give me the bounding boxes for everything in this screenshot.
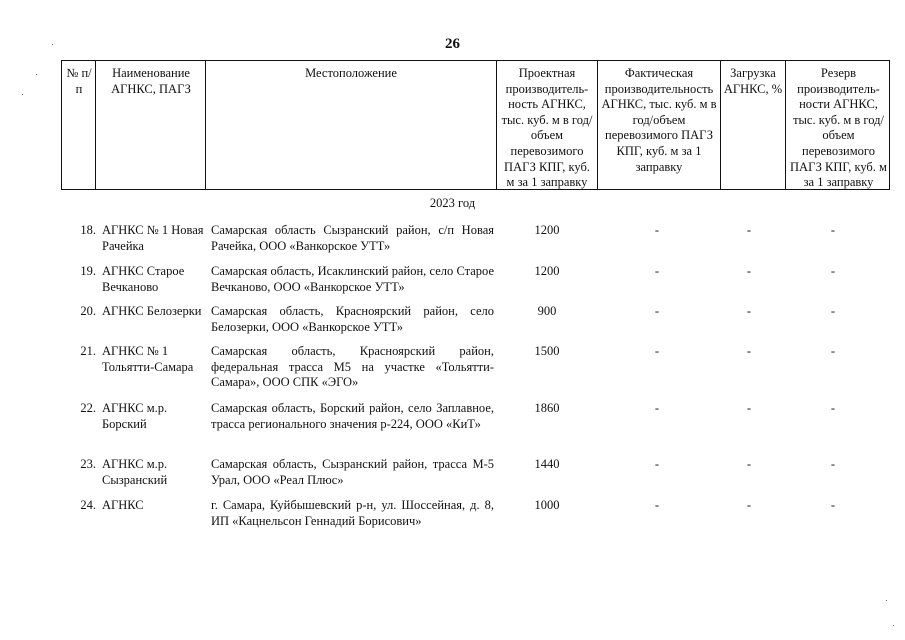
row-number: 24. (80, 498, 96, 512)
station-name: АГНКС Старое Вечканово (102, 264, 185, 294)
load-percent: - (746, 223, 752, 237)
load-percent: - (746, 264, 752, 278)
station-name: АГНКС Белозерки (102, 304, 202, 318)
station-location: г. Самара, Куйбышевский р-н, ул. Шоссейная, д. 8, ИП «Кацнельсон Геннадий Борисович» (211, 498, 494, 528)
actual-capacity: - (654, 304, 660, 318)
header-load: Загрузка АГНКС, % (723, 66, 783, 96)
actual-capacity: - (654, 457, 660, 471)
row-number: 22. (80, 401, 96, 415)
row-number: 23. (80, 457, 96, 471)
column-divider (95, 61, 96, 189)
station-location: Самарская область Сызранский район, с/п Новая Рачейка, ООО «Ванкорское УТТ» (211, 223, 494, 253)
scan-speck (52, 44, 53, 45)
column-divider (205, 61, 206, 189)
actual-capacity: - (654, 344, 660, 358)
scan-speck (22, 94, 23, 95)
column-divider (496, 61, 497, 189)
station-location: Самарская область, Красноярский район, федеральная трасса М5 на участке «Тольятти-Самара», ООО СПК «ЭГО» (211, 344, 494, 389)
station-location: Самарская область, Борский район, село Заплавное, трасса регионального значения р-224, ООО «КиТ» (211, 401, 494, 431)
actual-capacity: - (654, 223, 660, 237)
header-reserve: Резерв производитель-ности АГНКС, тыс. куб. м в год/объем перевозимого ПАГЗ КПГ, куб. м за 1 заправку (790, 66, 887, 190)
station-name: АГНКС (102, 498, 144, 512)
header-design-capacity: Проектная производитель-ность АГНКС, тыс. куб. м в год/объем перевозимого ПАГЗ КПГ, куб. м за 1 заправку (501, 66, 593, 190)
column-divider (720, 61, 721, 189)
table-header (61, 60, 890, 190)
header-actual-capacity: Фактическая производительность АГНКС, тыс. куб. м в год/объем перевозимого ПАГЗ КПГ, куб. м за 1 заправку (601, 66, 717, 174)
row-number: 21. (80, 344, 96, 358)
actual-capacity: - (654, 401, 660, 415)
station-name: АГНКС м.р. Борский (102, 401, 168, 431)
station-name: АГНКС м.р. Сызранский (102, 457, 168, 487)
scan-speck (36, 74, 37, 75)
design-capacity: 1200 (534, 264, 560, 278)
row-number: 19. (80, 264, 96, 278)
reserve-capacity: - (830, 344, 836, 358)
reserve-capacity: - (830, 498, 836, 512)
row-number: 18. (80, 223, 96, 237)
load-percent: - (746, 457, 752, 471)
row-number: 20. (80, 304, 96, 318)
design-capacity: 1200 (534, 223, 560, 237)
load-percent: - (746, 401, 752, 415)
column-divider (785, 61, 786, 189)
reserve-capacity: - (830, 304, 836, 318)
reserve-capacity: - (830, 264, 836, 278)
actual-capacity: - (654, 264, 660, 278)
station-name: АГНКС № 1 Тольятти-Самара (102, 344, 194, 374)
reserve-capacity: - (830, 457, 836, 471)
actual-capacity: - (654, 498, 660, 512)
page-number: 26 (445, 36, 460, 52)
load-percent: - (746, 498, 752, 512)
design-capacity: 1500 (534, 344, 560, 358)
year-label: 2023 год (429, 196, 476, 210)
station-name: АГНКС № 1 Новая Рачейка (102, 223, 204, 253)
header-name: Наименование АГНКС, ПАГЗ (111, 66, 191, 96)
column-divider (597, 61, 598, 189)
design-capacity: 1860 (534, 401, 560, 415)
load-percent: - (746, 344, 752, 358)
header-location: Местоположение (305, 66, 397, 80)
scan-speck (886, 600, 887, 601)
load-percent: - (746, 304, 752, 318)
reserve-capacity: - (830, 401, 836, 415)
design-capacity: 1440 (534, 457, 560, 471)
station-location: Самарская область, Сызранский район, трасса М-5 Урал, ООО «Реал Плюс» (211, 457, 494, 487)
design-capacity: 900 (537, 304, 557, 318)
scan-speck (893, 625, 894, 626)
reserve-capacity: - (830, 223, 836, 237)
header-num: № п/п (66, 66, 92, 96)
station-location: Самарская область, Красноярский район, село Белозерки, ООО «Ванкорское УТТ» (211, 304, 494, 334)
design-capacity: 1000 (534, 498, 560, 512)
station-location: Самарская область, Исаклинский район, село Старое Вечканово, ООО «Ванкорское УТТ» (211, 264, 494, 294)
